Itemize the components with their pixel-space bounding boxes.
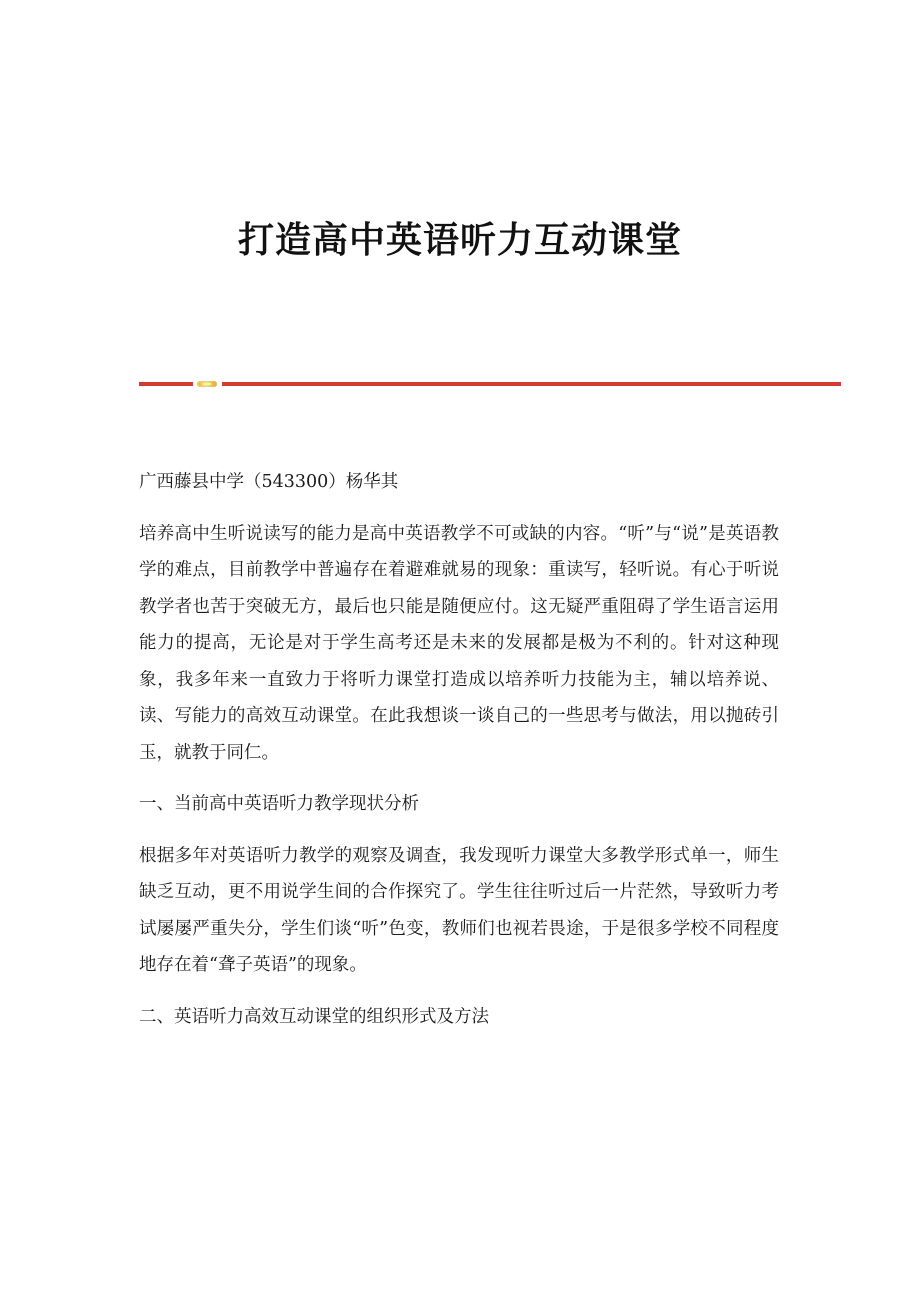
divider-bar-left (139, 382, 193, 386)
document-body (139, 464, 779, 1050)
divider-bar-right (222, 382, 841, 386)
document-title: 打造高中英语听力互动课堂 (237, 219, 682, 261)
title-divider (139, 380, 841, 388)
section-heading-1: 一、当前高中英语听力教学现状分析 (139, 794, 419, 814)
paragraph-section-1: 根据多年对英语听力教学的观察及调查，我发现听力课堂大多教学形式单一，师生缺乏互动，更不用说学生间的合作探究了。学生往往听过后一片茫然，导致听力考试屡屡严重失分，学生们谈“听”色变，教师们也视若畏途，于是很多学校不同程度地存在着“聋子英语”的现象。 (139, 845, 779, 975)
paragraph-intro: 培养高中生听说读写的能力是高中英语教学不可或缺的内容。“听”与“说”是英语教学的难点，目前教学中普遍存在着避难就易的现象：重读写，轻听说。有心于听说教学者也苦于突破无方，最后也只能是随便应付。这无疑严重阻碍了学生语言运用能力的提高，无论是对于学生高考还是未来的发展都是极为不利的。针对这种现象，我多年来一直致力于将听力课堂打造成以培养听力技能为主，辅以培养说、读、写能力的高效互动课堂。在此我想谈一谈自己的一些思考与做法，用以抛砖引玉，就教于同仁。 (139, 523, 779, 763)
divider-ornament-icon (197, 381, 217, 387)
author-line: 广西藤县中学（543300）杨华其 (139, 472, 399, 492)
section-heading-2: 二、英语听力高效互动课堂的组织形式及方法 (139, 1006, 489, 1027)
